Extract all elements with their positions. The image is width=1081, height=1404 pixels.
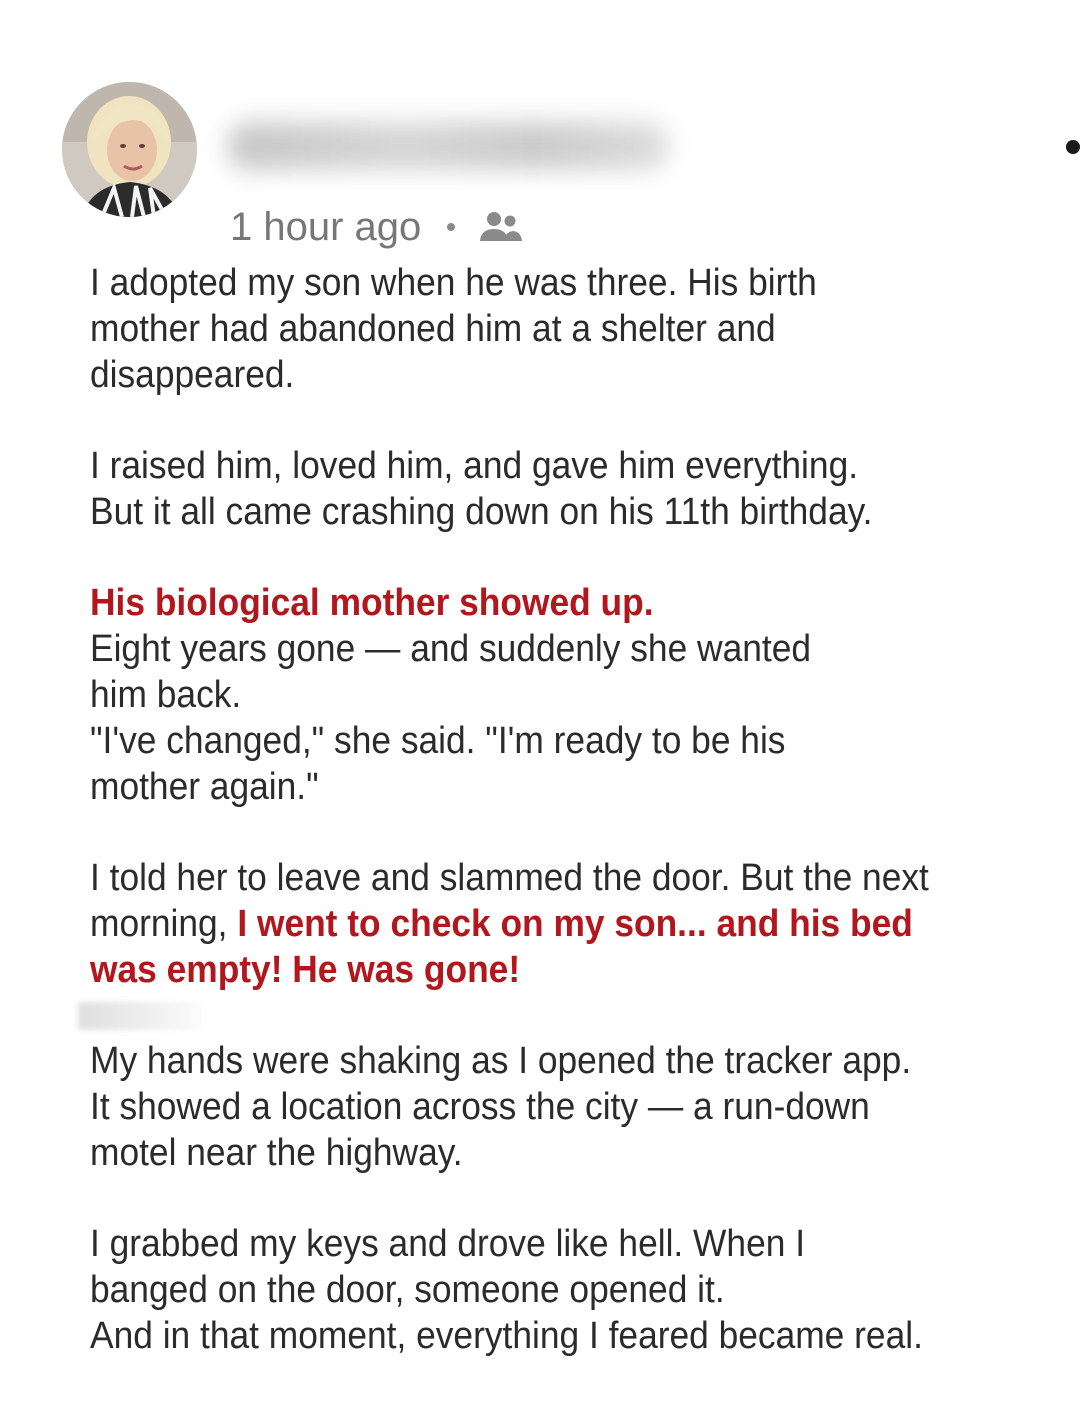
text-line: him back. — [90, 674, 242, 716]
paragraph-5 — [90, 1038, 983, 1176]
username-redacted[interactable] — [228, 122, 668, 170]
paragraph-6 — [90, 1221, 983, 1359]
text-line: banged on the door, someone opened it. — [90, 1269, 725, 1311]
avatar-photo — [62, 82, 197, 217]
more-options-icon[interactable] — [1066, 140, 1080, 154]
highlighted-text: I went to check on my son... and his bed — [237, 903, 913, 945]
paragraph-2 — [90, 443, 983, 535]
text-line — [90, 901, 983, 947]
text-line: I grabbed my keys and drove like hell. When I — [90, 1223, 806, 1265]
text-line: I raised him, loved him, and gave him everything. — [90, 445, 859, 487]
text-line: I adopted my son when he was three. His birth — [90, 262, 817, 304]
post-timestamp[interactable]: 1 hour ago — [230, 204, 422, 249]
text-line: My hands were shaking as I opened the tracker app. — [90, 1040, 912, 1082]
highlighted-text: His biological mother showed up. — [90, 582, 654, 624]
text-line: It showed a location across the city — a run-down — [90, 1086, 870, 1128]
post-body — [90, 260, 983, 1404]
text-line: Eight years gone — and suddenly she wanted — [90, 628, 812, 670]
paragraph-3 — [90, 580, 983, 810]
separator-dot — [447, 223, 455, 231]
text-line: "I've changed," she said. "I'm ready to be his — [90, 720, 786, 762]
text-line: And in that moment, everything I feared became real. — [90, 1315, 923, 1357]
text-line: disappeared. — [90, 354, 295, 396]
text-line: I told her to leave and slammed the door. But the next — [90, 857, 929, 899]
highlighted-text: was empty! He was gone! — [90, 949, 521, 991]
friends-icon[interactable] — [477, 207, 525, 247]
text-line: motel near the highway. — [90, 1132, 463, 1174]
text-line: mother again." — [90, 766, 319, 808]
text-line: But it all came crashing down on his 11th birthday. — [90, 491, 873, 533]
text-line: mother had abandoned him at a shelter and — [90, 308, 776, 350]
post-meta — [230, 200, 525, 254]
paragraph-4 — [90, 855, 983, 993]
paragraph-1 — [90, 260, 983, 398]
text-fragment: morning, — [90, 903, 238, 945]
avatar[interactable] — [62, 82, 197, 217]
